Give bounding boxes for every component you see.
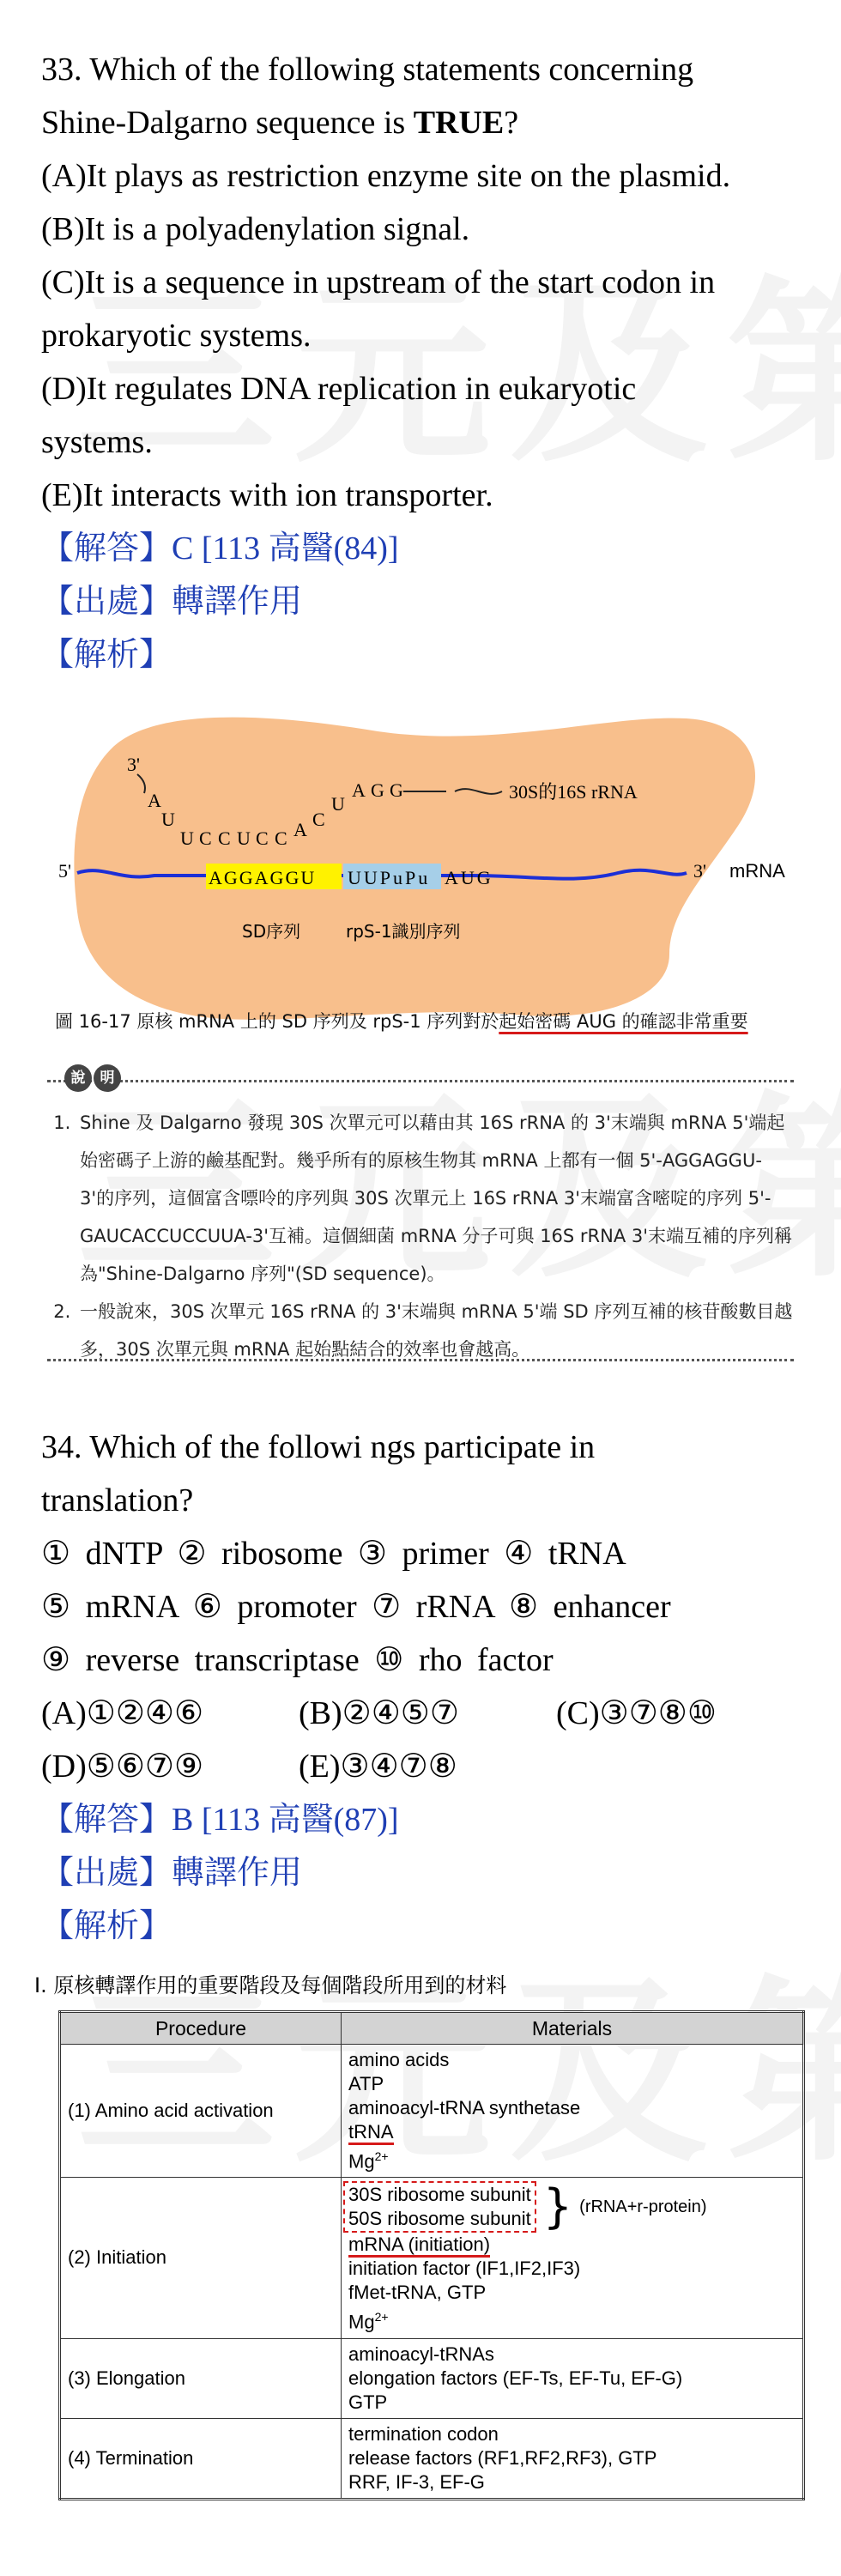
q33-stem-line2: Shine-Dalgarno sequence is TRUE?: [41, 105, 519, 141]
note-item-2: 2. 一般說來，30S 次單元 16S rRNA 的 3'末端與 mRNA 5'端 SD 序列互補的核苷酸數目越多，30S 次單元與 mRNA 起始點結合的效率也會越高。: [76, 1293, 794, 1368]
figure-caption: [55, 1008, 748, 1033]
q34-analysis: 【解析】: [41, 1908, 172, 1944]
q34-option-c: (C)③⑦⑧⑩: [556, 1695, 717, 1731]
header-procedure: Procedure: [60, 2012, 342, 2045]
procedure-cell: (1) Amino acid activation: [60, 2045, 342, 2178]
materials-cell: termination codon release factors (RF1,RF2,RF3), GTP RRF, IF-3, EF-G: [342, 2418, 804, 2499]
caption-prefix: 圖 16-17 原核 mRNA 上的 SD 序列及 rpS-1 序列對於: [55, 1011, 499, 1032]
rrna-base: C: [275, 827, 287, 849]
table-row: [60, 2418, 804, 2499]
q34-source: 【出處】轉譯作用: [41, 1855, 303, 1891]
sd-sequence: AGGAGGU: [209, 867, 317, 888]
note-header: [47, 1064, 794, 1095]
question-34: [41, 1421, 814, 1953]
q33-option-a: (A)It plays as restriction enzyme site on the plasmid.: [41, 158, 731, 194]
q34-stem-line2: translation?: [41, 1482, 194, 1518]
brace-icon: }: [542, 2179, 573, 2234]
ribosome-subunits-box: 30S ribosome subunit 50S ribosome subunit: [343, 2181, 536, 2233]
explanation-note: [47, 1064, 794, 1373]
q33-option-c: (C)It is a sequence in upstream of the start codon in: [41, 264, 716, 300]
q34-items-line3: ⑨ reverse transcriptase ⑩ rho factor: [41, 1642, 554, 1678]
materials-cell: aminoacyl-tRNAs elongation factors (EF-Ts, EF-Tu, EF-G) GTP: [342, 2338, 804, 2418]
rrna-base: G: [390, 779, 403, 801]
q33-source: 【出處】轉譯作用: [41, 584, 303, 620]
q33-bold-word: TRUE: [413, 105, 505, 141]
rrna-base: C: [218, 827, 231, 849]
materials-cell: 30S ribosome subunit 50S ribosome subunit } (rRNA+r-protein) mRNA (initiation) initiation factor (IF1,IF2,IF3) fMet-tRNA, GTP $Mg^{2+}$: [342, 2178, 804, 2338]
three-prime-right: 3': [693, 860, 706, 882]
caption-highlight: 起始密碼 AUG 的確認非常重要: [499, 1011, 748, 1032]
table-title: I. 原核轉譯作用的重要階段及每個階段所用到的材料: [34, 1973, 507, 1997]
start-codon: AUG: [445, 867, 493, 888]
q33-answer: 【解答】C [113 高醫(84)]: [41, 530, 399, 567]
q34-items-line2: ⑤ mRNA ⑥ promoter ⑦ rRNA ⑧ enhancer: [41, 1589, 671, 1625]
rrna-base: U: [180, 827, 194, 849]
rrna-base: A: [352, 779, 366, 801]
q33-stem-line1: 33. Which of the following statements concerning: [41, 52, 694, 88]
q33-option-e: (E)It interacts with ion transporter.: [41, 477, 493, 513]
q34-option-e: (E)③④⑦⑧: [299, 1749, 457, 1785]
rrna-base: U: [161, 809, 175, 830]
rrna-label: 30S的16S rRNA: [509, 781, 638, 803]
q33-option-b: (B)It is a polyadenylation signal.: [41, 211, 470, 247]
procedure-cell: (3) Elongation: [60, 2338, 342, 2418]
q34-options-row2: [41, 1740, 814, 1793]
three-prime-top: 3': [127, 754, 140, 775]
trna-underlined: tRNA: [348, 2121, 394, 2145]
translation-materials-table: [58, 2010, 805, 2500]
table-row: [60, 2045, 804, 2178]
rrna-base: C: [312, 809, 325, 830]
rps1-sequence: UUPuPu: [348, 867, 431, 888]
five-prime-label: 5': [58, 860, 71, 882]
q34-items-line1: ① dNTP ② ribosome ③ primer ④ tRNA: [41, 1536, 626, 1572]
rrna-base: U: [237, 827, 251, 849]
question-33: [41, 43, 814, 682]
note-badge: 說 明: [64, 1064, 121, 1092]
mrna-label: mRNA: [729, 860, 785, 882]
q33-option-c-cont: prokaryotic systems.: [41, 318, 312, 354]
rrna-base: G: [371, 779, 384, 801]
rrna-base: U: [331, 793, 345, 815]
table-row: [60, 2338, 804, 2418]
q34-options-row1: [41, 1687, 814, 1740]
q33-option-d: (D)It regulates DNA replication in eukaryotic: [41, 371, 637, 407]
rrna-base: A: [293, 819, 307, 840]
note-item-1: 1. Shine 及 Dalgarno 發現 30S 次單元可以藉由其 16S rRNA 的 3'末端與 mRNA 5'端起始密碼子上游的鹼基配對。幾乎所有的原核生物其 mRNA 上都有一個 5'-AGGAGGU-3'的序列，這個富含嘌呤的序列與 30S 次單元上 16S rRNA 3'末端富含嘧啶的序列 5'-GAUCACCUCCUUA-3'互補。這個細菌 mRNA 分子可與 16S rRNA 3'末端互補的序列稱為"Shine-Dalgarno 序列"(SD sequence)。: [76, 1104, 794, 1293]
q33-option-d-cont: systems.: [41, 424, 153, 460]
mrna-underlined: mRNA (initiation): [348, 2234, 490, 2258]
q34-stem-line1: 34. Which of the followi ngs participate in: [41, 1429, 596, 1465]
q34-option-b: (B)②④⑤⑦: [299, 1695, 459, 1731]
table-row: [60, 2178, 804, 2338]
procedure-cell: (4) Termination: [60, 2418, 342, 2499]
header-materials: Materials: [342, 2012, 804, 2045]
sd-label: SD序列: [242, 921, 301, 942]
rps1-label: rpS-1識別序列: [346, 921, 461, 942]
procedure-cell: (2) Initiation: [60, 2178, 342, 2338]
note-list: [47, 1104, 794, 1368]
q33-analysis: 【解析】: [41, 637, 172, 673]
q34-option-d: (D)⑤⑥⑦⑨: [41, 1749, 204, 1785]
rrna-base: A: [148, 790, 161, 811]
q34-option-a: (A)①②④⑥: [41, 1695, 204, 1731]
q34-answer: 【解答】B [113 高醫(87)]: [41, 1802, 399, 1838]
rrna-base: C: [199, 827, 212, 849]
brace-note: (rRNA+r-protein): [579, 2197, 707, 2217]
rrna-base: C: [256, 827, 269, 849]
materials-cell: amino acids ATP aminoacyl-tRNA synthetase tRNA $Mg^{2+}$: [342, 2045, 804, 2178]
table-header-row: [60, 2012, 804, 2045]
